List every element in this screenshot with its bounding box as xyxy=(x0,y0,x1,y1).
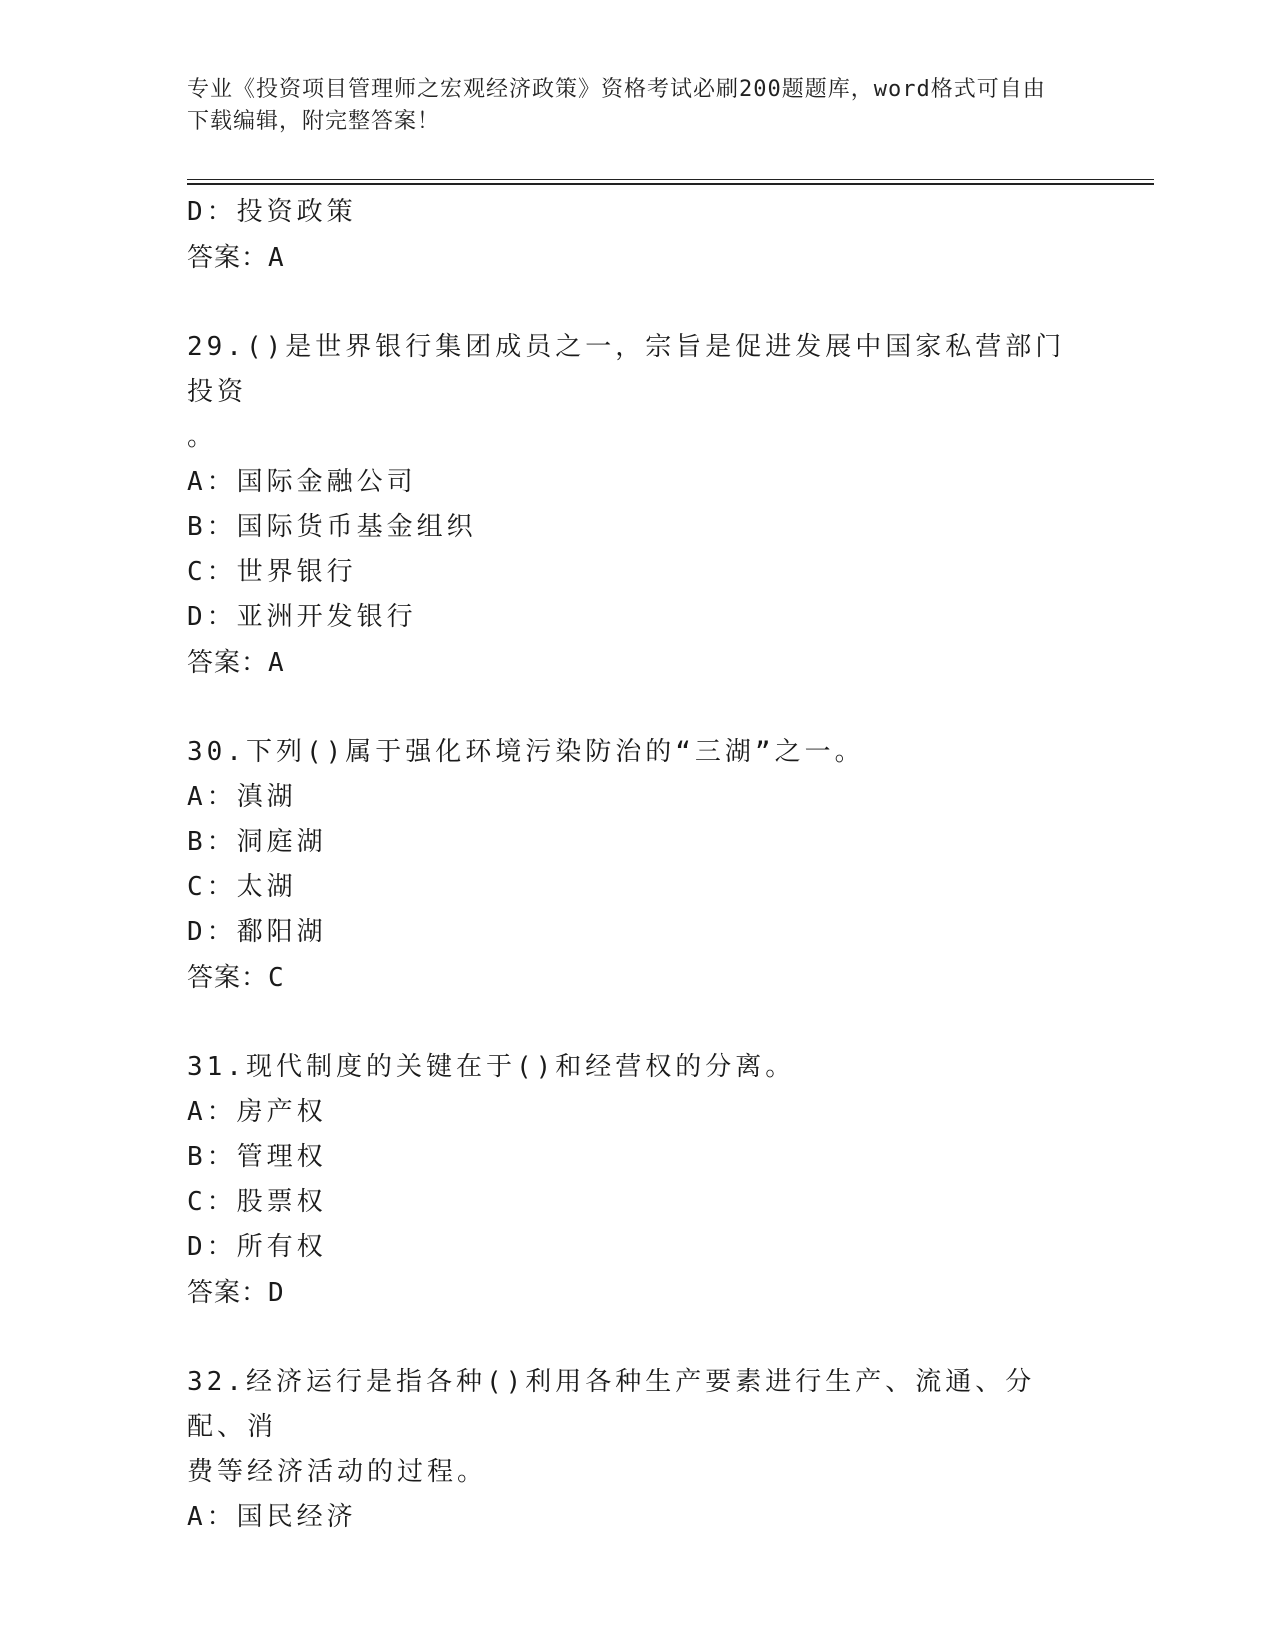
document-body xyxy=(187,190,1087,1540)
answer xyxy=(187,640,1087,686)
answer-label: 答案： xyxy=(187,963,269,993)
prev-answer xyxy=(187,235,1087,281)
option-c: C：股票权 xyxy=(187,1187,327,1217)
header-rule-thin xyxy=(187,179,1154,180)
option-d: D：鄱阳湖 xyxy=(187,917,327,947)
option-b: B：洞庭湖 xyxy=(187,827,327,857)
answer xyxy=(187,955,1087,1001)
question-stem: 31.现代制度的关键在于()和经营权的分离。 xyxy=(187,1052,796,1082)
answer-label: 答案： xyxy=(187,243,269,273)
option-b: B：管理权 xyxy=(187,1142,327,1172)
answer xyxy=(187,1270,1087,1316)
question-stem: 30.下列()属于强化环境污染防治的“三湖”之一。 xyxy=(187,737,865,767)
page-header: 专业《投资项目管理师之宏观经济政策》资格考试必刷200题题库，word格式可自由下载编辑，附完整答案！ xyxy=(187,77,1046,134)
answer-value: A xyxy=(268,243,285,273)
option-c: C：太湖 xyxy=(187,872,297,902)
question-stem: 29.()是世界银行集团成员之一，宗旨是促进发展中国家私营部门投资 xyxy=(187,332,1066,407)
option-a: A：滇湖 xyxy=(187,782,297,812)
question-30 xyxy=(187,730,1087,1001)
option-d: D：亚洲开发银行 xyxy=(187,602,417,632)
answer-label: 答案： xyxy=(187,1278,269,1308)
option-c: C：世界银行 xyxy=(187,557,357,587)
answer-value: D xyxy=(268,1278,285,1308)
question-stem: 32.经济运行是指各种()利用各种生产要素进行生产、流通、分配、消 xyxy=(187,1367,1036,1442)
question-32 xyxy=(187,1360,1087,1540)
option-d: D：所有权 xyxy=(187,1232,327,1262)
answer-value: C xyxy=(268,963,285,993)
answer-value: A xyxy=(268,648,285,678)
answer-label: 答案： xyxy=(187,648,269,678)
prev-option-d: D：投资政策 xyxy=(187,197,357,227)
option-a: A：国民经济 xyxy=(187,1502,357,1532)
option-a: A：国际金融公司 xyxy=(187,467,417,497)
option-b: B：国际货币基金组织 xyxy=(187,512,477,542)
question-stem-continuation: 。 xyxy=(187,422,218,452)
option-a: A：房产权 xyxy=(187,1097,327,1127)
question-stem-continuation: 费等经济活动的过程。 xyxy=(187,1457,488,1487)
question-29 xyxy=(187,325,1087,686)
question-31 xyxy=(187,1045,1087,1316)
header-rule-thick xyxy=(187,183,1154,185)
